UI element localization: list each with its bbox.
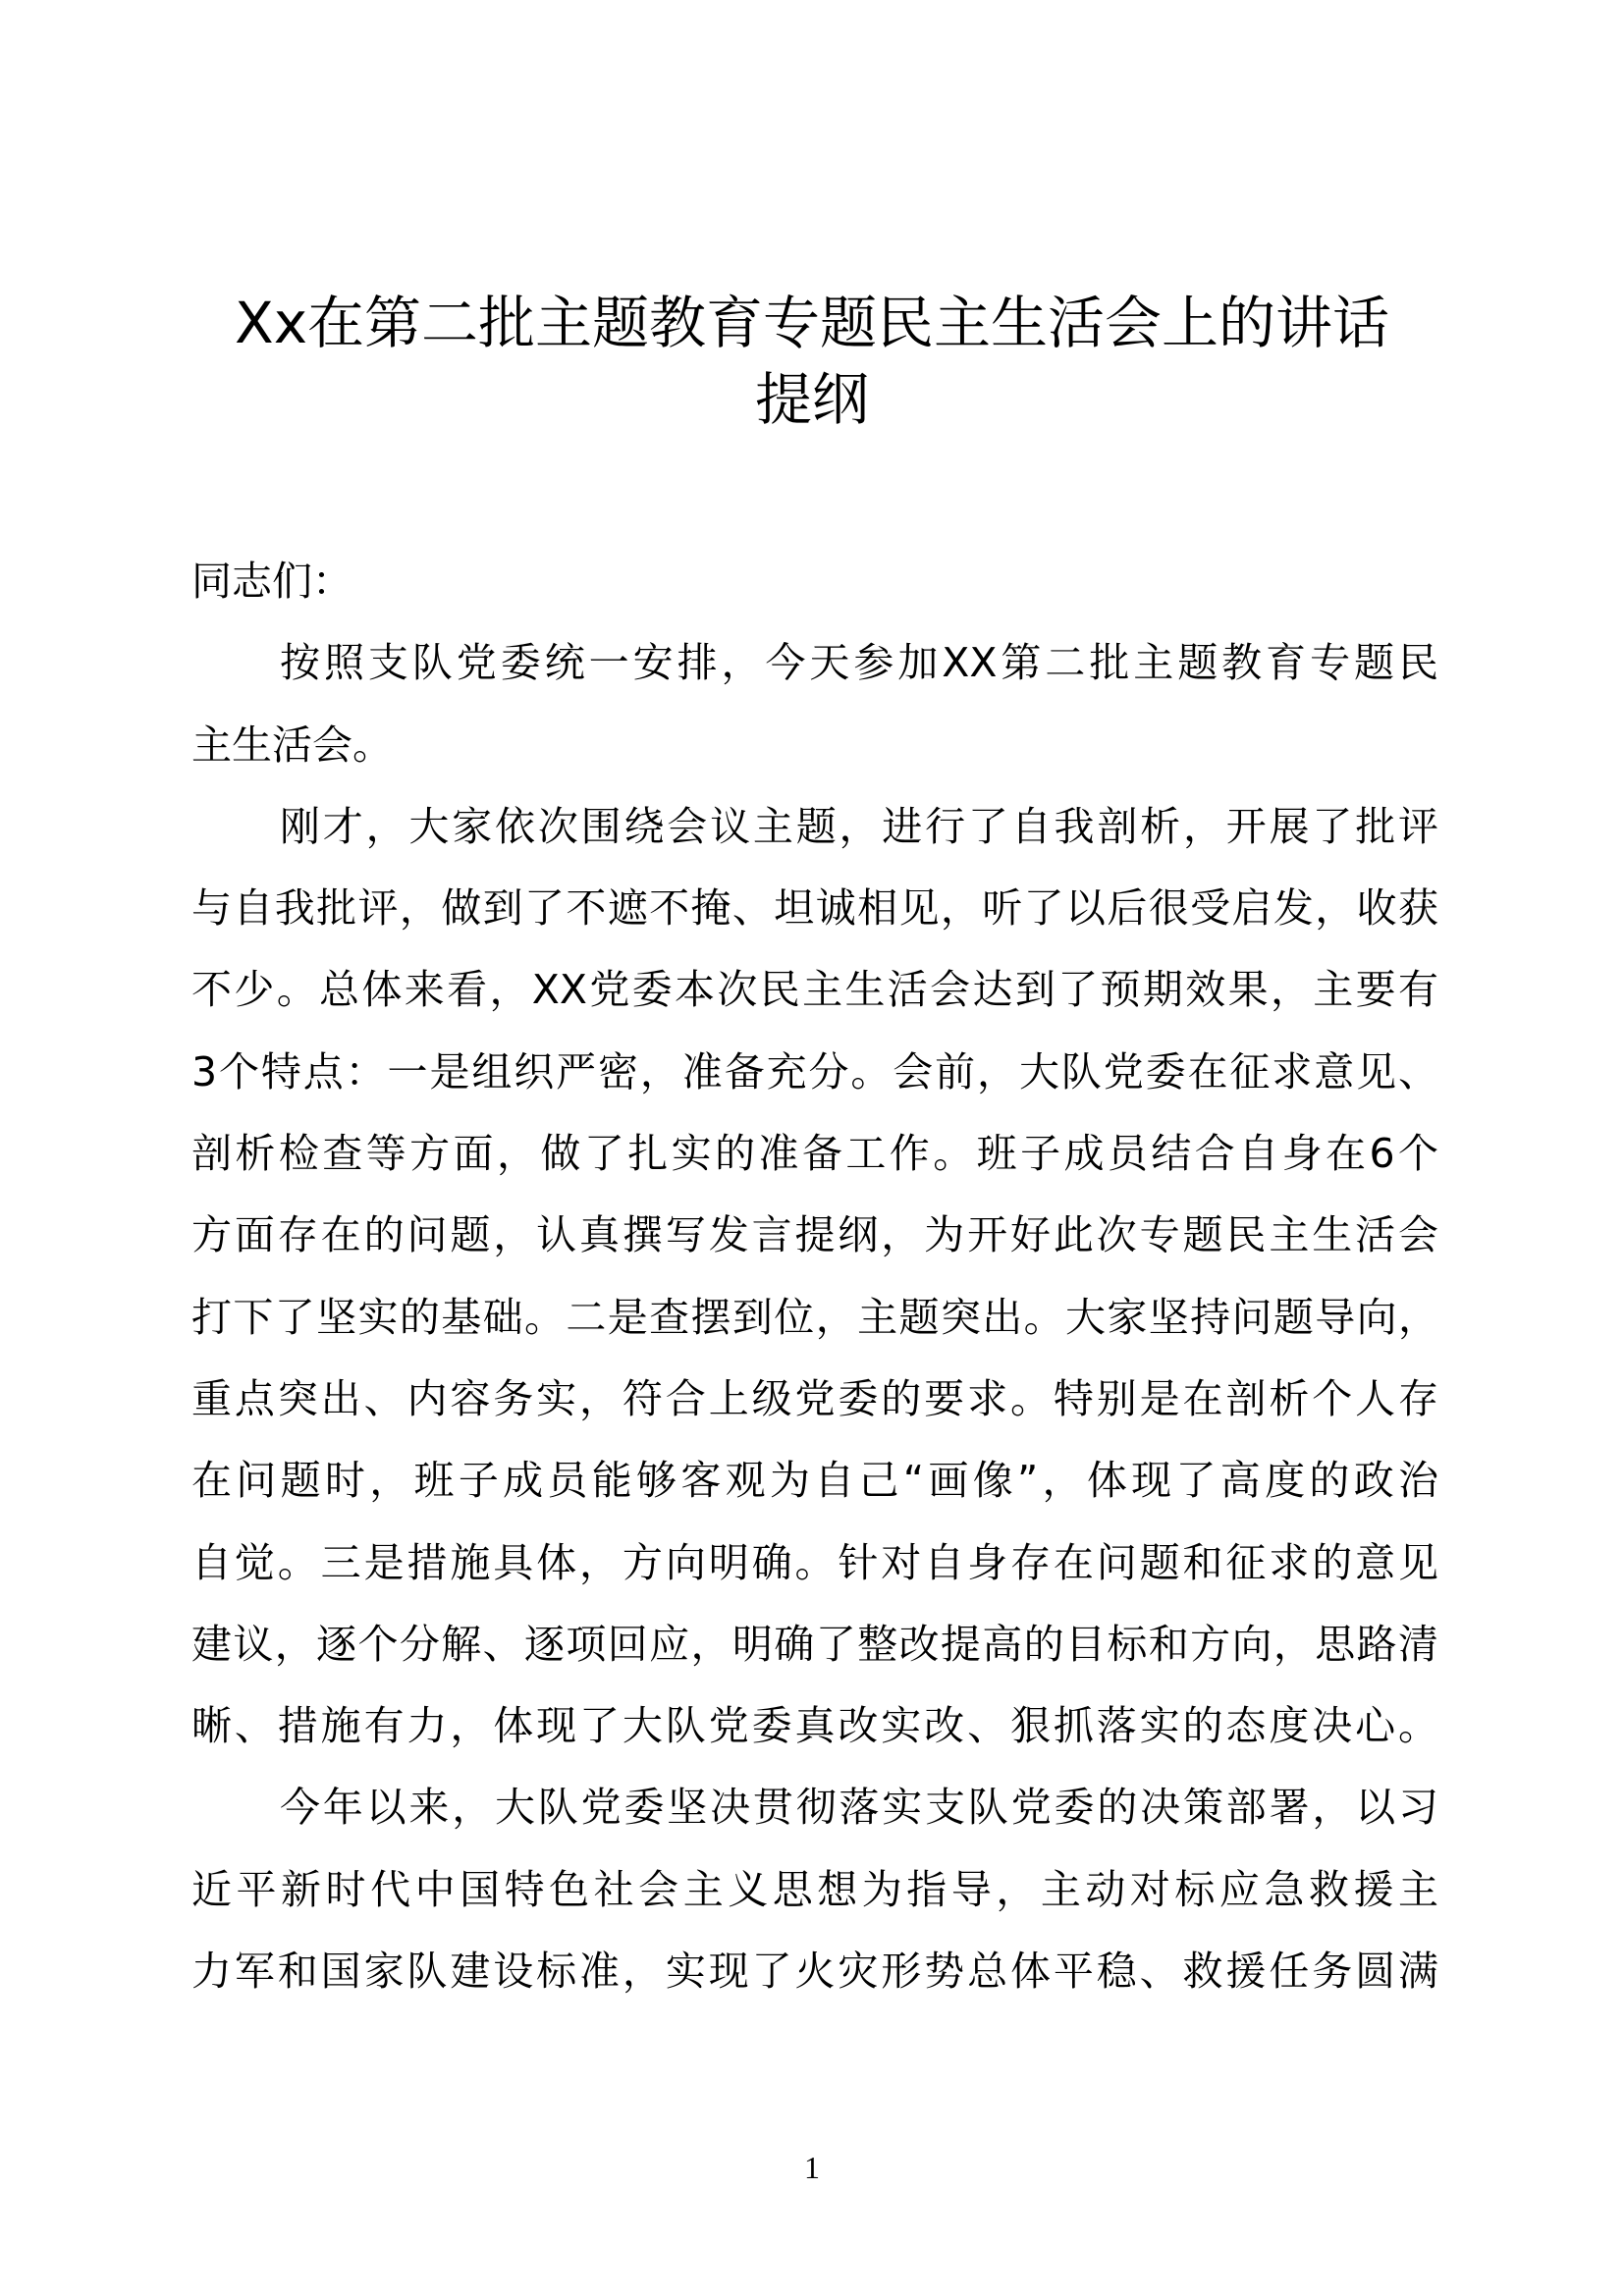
text-line: 力军和国家队建设标准，实现了火灾形势总体平稳、救援任务圆满: [191, 1948, 1438, 1996]
document-title: [147, 285, 1477, 438]
paragraph-1: [191, 622, 1438, 786]
text-line: 重点突出、内容务实，符合上级党委的要求。特别是在剖析个人存: [191, 1374, 1438, 1422]
text-line: 3个特点：一是组织严密，准备充分。会前，大队党委在征求意见、: [191, 1047, 1438, 1095]
text-line: 今年以来，大队党委坚决贯彻落实支队党委的决策部署，以习: [280, 1784, 1438, 1832]
text-line: 近平新时代中国特色社会主义思想为指导，主动对标应急救援主: [191, 1865, 1438, 1913]
paragraph-2: [191, 786, 1438, 1768]
paragraph-3: [191, 1767, 1438, 2012]
page-number: 1: [804, 2150, 820, 2185]
text-line: 不少。总体来看，XX党委本次民主生活会达到了预期效果，主要有: [191, 966, 1438, 1014]
document-body: [191, 541, 1438, 2012]
text-line: 剖析检查等方面，做了扎实的准备工作。班子成员结合自身在6个: [191, 1130, 1438, 1178]
text-line: 建议，逐个分解、逐项回应，明确了整改提高的目标和方向，思路清: [191, 1620, 1438, 1668]
text-line: 与自我批评，做到了不遮不掩、坦诚相见，听了以后很受启发，收获: [191, 884, 1438, 933]
text-line: 主生活会。: [191, 721, 393, 769]
text-line: 自觉。三是措施具体，方向明确。针对自身存在问题和征求的意见: [191, 1538, 1438, 1586]
text-line: 在问题时，班子成员能够客观为自己“画像”，体现了高度的政治: [191, 1457, 1438, 1505]
text-line: 按照支队党委统一安排，今天参加XX第二批主题教育专题民: [280, 639, 1438, 687]
salutation: 同志们：: [191, 558, 352, 605]
text-line: 晰、措施有力，体现了大队党委真改实改、狠抓落实的态度决心。: [191, 1702, 1438, 1750]
title-line-1: Xx在第二批主题教育专题民主生活会上的讲话: [234, 290, 1390, 356]
text-line: 打下了坚实的基础。二是查摆到位，主题突出。大家坚持问题导向，: [191, 1293, 1438, 1341]
title-line-2: 提纲: [754, 366, 869, 433]
text-line: 方面存在的问题，认真撰写发言提纲，为开好此次专题民主生活会: [191, 1211, 1438, 1259]
text-line: 刚才，大家依次围绕会议主题，进行了自我剖析，开展了批评: [280, 802, 1438, 850]
